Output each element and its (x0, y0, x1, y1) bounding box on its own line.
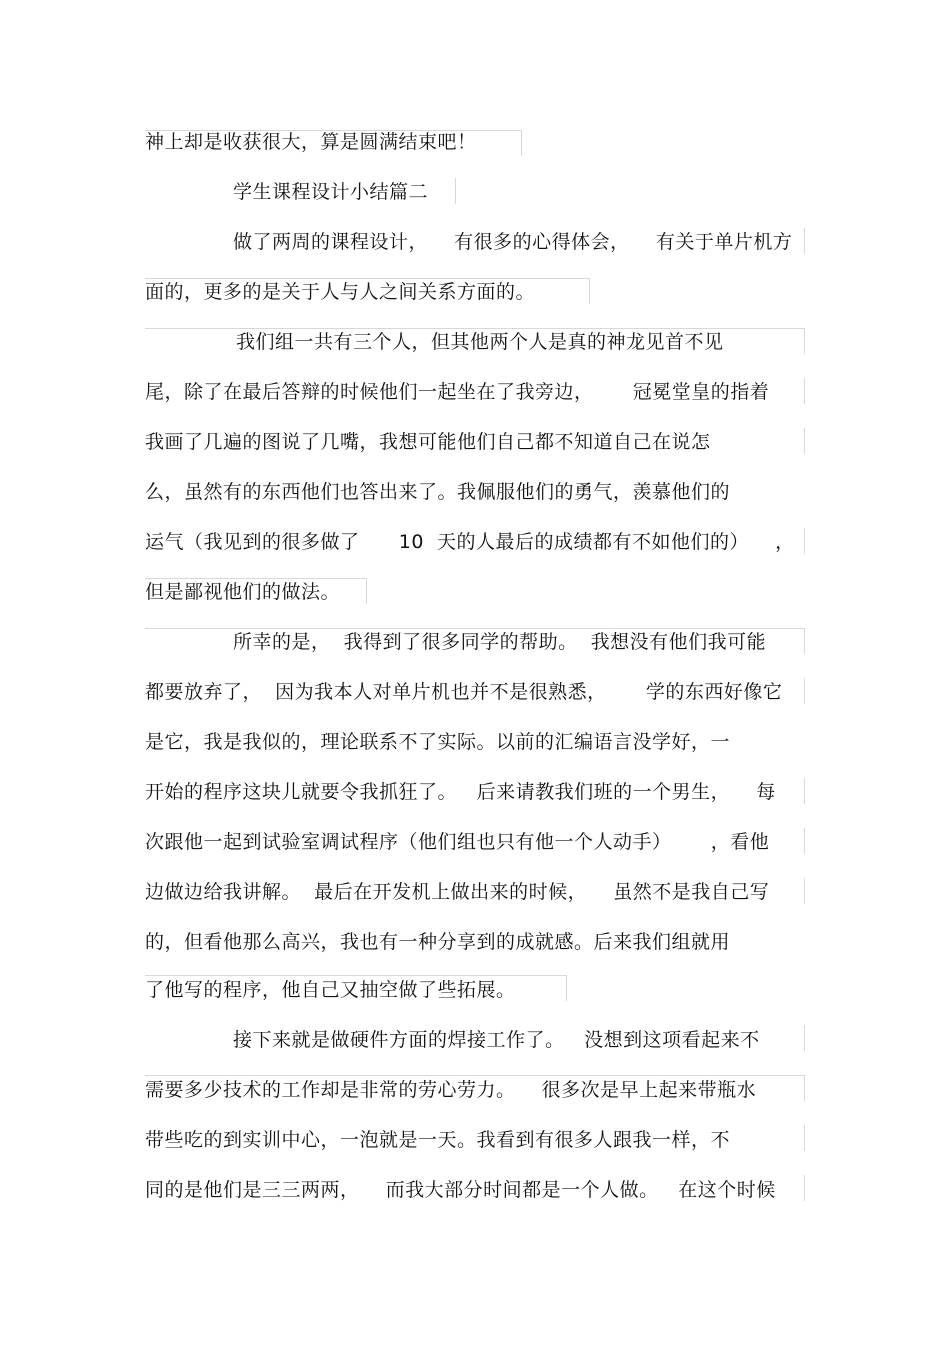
guide-rule (804, 1025, 805, 1051)
text-line: 面的，更多的是关于人与人之间关系方面的。 (145, 281, 536, 303)
guide-rule (145, 578, 367, 579)
guide-rule (455, 178, 456, 204)
text-line: 做了两周的课程设计， 有很多的心得体会， 有关于单片机方 (233, 231, 793, 253)
text-line: 神上却是收获很大，算是圆满结束吧！ (145, 131, 477, 153)
text-line: 运气（我见到的很多做了 10 天的人最后的成绩都有不如他们的） ， (145, 531, 795, 553)
guide-rule (366, 578, 367, 604)
text-line: 是它，我是我似的，理论联系不了实际。以前的汇编语言没学好，一 (145, 731, 731, 753)
text-line: 同的是他们是三三两两， 而我大部分时间都是一个人做。 在这个时候 (145, 1179, 776, 1201)
text-line: 了他写的程序，他自己又抽空做了些拓展。 (145, 979, 516, 1001)
guide-rule (145, 975, 567, 976)
guide-rule (566, 975, 567, 1001)
guide-rule (804, 828, 805, 854)
guide-rule (804, 1175, 805, 1201)
text-line: 接下来就是做硬件方面的焊接工作了。 没想到这项看起来不 (233, 1029, 760, 1051)
text-line: 次跟他一起到试验室调试程序（他们组也只有他一个人动手） ，看他 (145, 831, 770, 853)
text-line: 需要多少技术的工作却是非常的劳心劳力。 很多次是早上起来带瓶水 (145, 1079, 757, 1101)
text-line: 但是鄙视他们的做法。 (145, 581, 341, 603)
text-line: 么，虽然有的东西他们也答出来了。我佩服他们的勇气，羡慕他们的 (145, 481, 731, 503)
guide-rule (589, 278, 590, 304)
guide-rule (145, 328, 805, 329)
guide-rule (521, 130, 522, 156)
guide-rule (804, 378, 805, 404)
guide-rule (804, 1075, 805, 1101)
text-line: 带些吃的到实训中心，一泡就是一天。我看到有很多人跟我一样，不 (145, 1129, 731, 1151)
text-line: 的，但看他那么高兴，我也有一种分享到的成就感。后来我们组就用 (145, 931, 731, 953)
guide-rule (804, 328, 805, 354)
guide-rule (145, 1075, 805, 1076)
text-line: 尾，除了在最后答辩的时候他们一起坐在了我旁边， 冠冕堂皇的指着 (145, 381, 770, 403)
guide-rule (145, 628, 805, 629)
guide-rule (804, 628, 805, 654)
text-line: 我画了几遍的图说了几嘴，我想可能他们自己都不知道自己在说怎 (145, 431, 711, 453)
guide-rule (804, 678, 805, 704)
guide-rule (804, 778, 805, 804)
text-line: 开始的程序这块儿就要令我抓狂了。 后来请教我们班的一个男生， 每 (145, 781, 776, 803)
guide-rule (145, 278, 590, 279)
guide-rule (804, 428, 805, 454)
text-line: 我们组一共有三个人，但其他两个人是真的神龙见首不见 (236, 331, 724, 353)
text-line: 边做边给我讲解。 最后在开发机上做出来的时候， 虽然不是我自己写 (145, 881, 770, 903)
guide-rule (804, 228, 805, 254)
guide-rule (804, 878, 805, 904)
guide-rule (804, 528, 805, 554)
guide-rule (804, 1125, 805, 1151)
text-line: 所幸的是， 我得到了很多同学的帮助。 我想没有他们我可能 (233, 631, 767, 653)
text-line: 都要放弃了， 因为我本人对单片机也并不是很熟悉， 学的东西好像它 (145, 681, 783, 703)
section-heading: 学生课程设计小结篇二 (233, 181, 429, 203)
